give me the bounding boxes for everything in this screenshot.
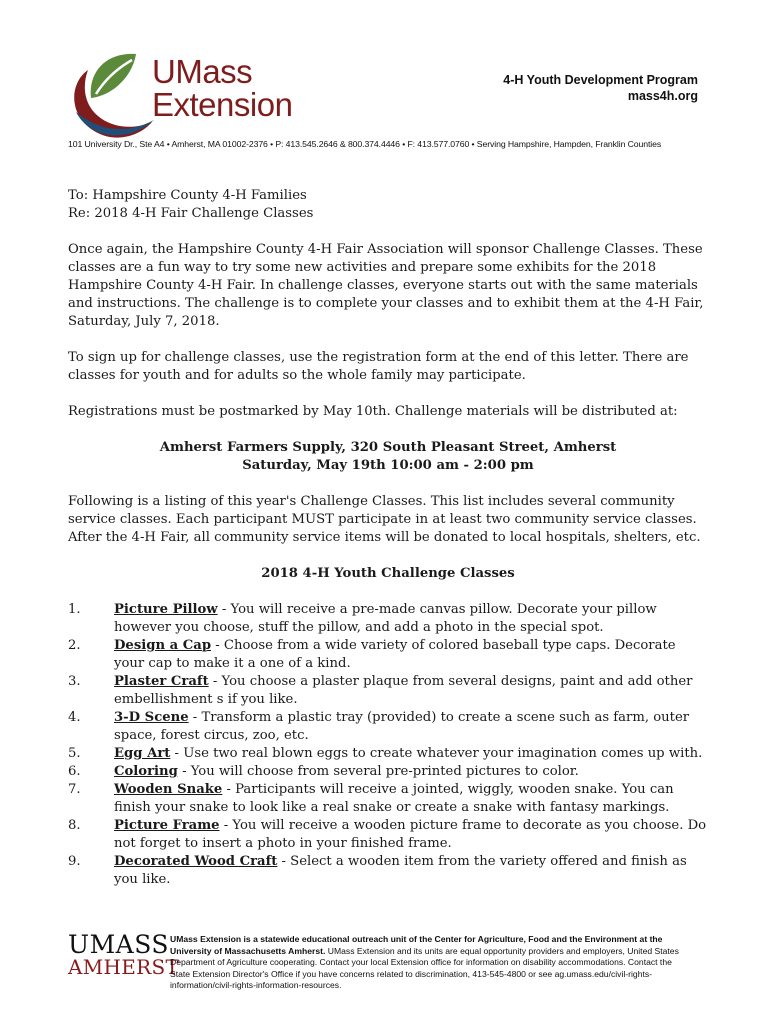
listing-paragraph: Following is a listing of this year's Challenge Classes. This list includes several community service classes. Each participant MUST participate in at least two community service classes. After the 4-H Fair, all community service items will be donated to local hospitals, shelters, etc.	[68, 494, 701, 545]
item-name: Picture Frame	[114, 818, 220, 833]
program-url[interactable]: mass4h.org	[627, 89, 698, 103]
distribution-location	[68, 439, 708, 475]
letter-body	[68, 187, 708, 889]
item-name: Plaster Craft	[114, 674, 209, 689]
list-item	[68, 709, 708, 745]
item-name: Wooden Snake	[114, 782, 223, 797]
item-description: - Participants will receive a jointed, wiggly, wooden snake. You can finish your snake to look like a real snake or create a snake with fantasy markings.	[114, 782, 674, 815]
list-item	[68, 745, 708, 763]
date-time-line: Saturday, May 19th 10:00 am - 2:00 pm	[242, 458, 534, 473]
list-item	[68, 637, 708, 673]
item-description: - You will receive a pre-made canvas pillow. Decorate your pillow however you choose, stuff the pillow, and add a photo in the special spot.	[114, 602, 657, 635]
item-description: - You will choose from several pre-printed pictures to color.	[177, 764, 579, 779]
list-item	[68, 781, 708, 817]
challenge-list	[68, 601, 708, 889]
item-name: Coloring	[114, 764, 178, 779]
umass-extension-logo-icon	[66, 50, 158, 140]
footer-bold-statement: UMass Extension is a statewide educational outreach unit of the Center for Agriculture, Food and the Environment at the University of Massachusetts Amherst.	[170, 934, 663, 956]
item-description: - Choose from a wide variety of colored baseball type caps. Decorate your cap to make it a one of a kind.	[114, 638, 676, 671]
list-item	[68, 817, 708, 853]
intro-paragraph: Once again, the Hampshire County 4-H Fair Association will sponsor Challenge Classes. These classes are a fun way to try some new activities and prepare some exhibits for the 2018 Hampshire County 4-H Fair. In challenge classes, everyone starts out with the same materials and instructions. The challenge is to complete your classes and to exhibit them at the 4-H Fair, Saturday, July 7, 2018.	[68, 242, 704, 329]
umass-amherst-logo	[68, 930, 180, 979]
item-name: Design a Cap	[114, 638, 212, 653]
item-name: Decorated Wood Craft	[114, 854, 278, 869]
brand-line-umass: UMass	[152, 53, 253, 90]
location-line: Amherst Farmers Supply, 320 South Pleasant Street, Amherst	[159, 440, 617, 455]
item-number: 9.	[68, 854, 81, 869]
footer-disclaimer	[170, 934, 690, 992]
letterhead	[0, 0, 770, 160]
program-block	[503, 72, 698, 104]
list-item	[68, 853, 708, 889]
item-name: 3-D Scene	[114, 710, 189, 725]
brand-line-extension: Extension	[152, 86, 293, 123]
address-line: 101 University Dr., Ste A4 • Amherst, MA 01002-2376 • P: 413.545.2646 & 800.374.4446 • F: 413.577.0760 • Serving Hampshire, Hampden, Franklin Counties	[68, 139, 662, 149]
item-number: 1.	[68, 602, 81, 617]
classes-heading: 2018 4-H Youth Challenge Classes	[261, 566, 515, 581]
list-item	[68, 601, 708, 637]
item-number: 6.	[68, 764, 81, 779]
list-item	[68, 673, 708, 709]
letter-recipients	[68, 187, 708, 223]
program-title: 4-H Youth Development Program	[503, 73, 698, 87]
brand-name	[152, 55, 292, 121]
list-item	[68, 763, 708, 781]
item-number: 7.	[68, 782, 81, 797]
item-name: Picture Pillow	[114, 602, 218, 617]
item-number: 4.	[68, 710, 81, 725]
re-line: Re: 2018 4-H Fair Challenge Classes	[68, 206, 314, 221]
item-name: Egg Art	[114, 746, 171, 761]
item-description: - You choose a plaster plaque from several designs, paint and add other embellishment s if you like.	[114, 674, 693, 707]
registration-paragraph: Registrations must be postmarked by May 10th. Challenge materials will be distributed at:	[68, 404, 678, 419]
item-description: - Use two real blown eggs to create whatever your imagination comes up with.	[170, 746, 703, 761]
signup-paragraph: To sign up for challenge classes, use the registration form at the end of this letter. There are classes for youth and for adults so the whole family may participate.	[68, 350, 689, 383]
item-number: 3.	[68, 674, 81, 689]
item-number: 2.	[68, 638, 81, 653]
item-description: - Transform a plastic tray (provided) to create a scene such as farm, outer space, forest circus, zoo, etc.	[114, 710, 690, 743]
item-description: - Select a wooden item from the variety offered and finish as you like.	[114, 854, 687, 887]
to-line: To: Hampshire County 4-H Families	[68, 188, 307, 203]
footer-body-statement: UMass Extension and its units are equal opportunity providers and employers, United States Department of Agriculture cooperating. Contact your local Extension office for information on disability accommodations. Contact the State Extension Director's Office if you have concerns related to discrimination, 413-545-4800 or see ag.umass.edu/civil-rights-information/civil-rights-information-resources.	[170, 945, 679, 990]
item-number: 5.	[68, 746, 81, 761]
item-description: - You will receive a wooden picture frame to decorate as you choose. Do not forget to insert a photo in your finished frame.	[114, 818, 707, 851]
footer-logo-amherst: AMHERST	[68, 955, 180, 979]
footer	[0, 928, 770, 998]
item-number: 8.	[68, 818, 81, 833]
footer-logo-umass: UMASS	[68, 930, 170, 959]
